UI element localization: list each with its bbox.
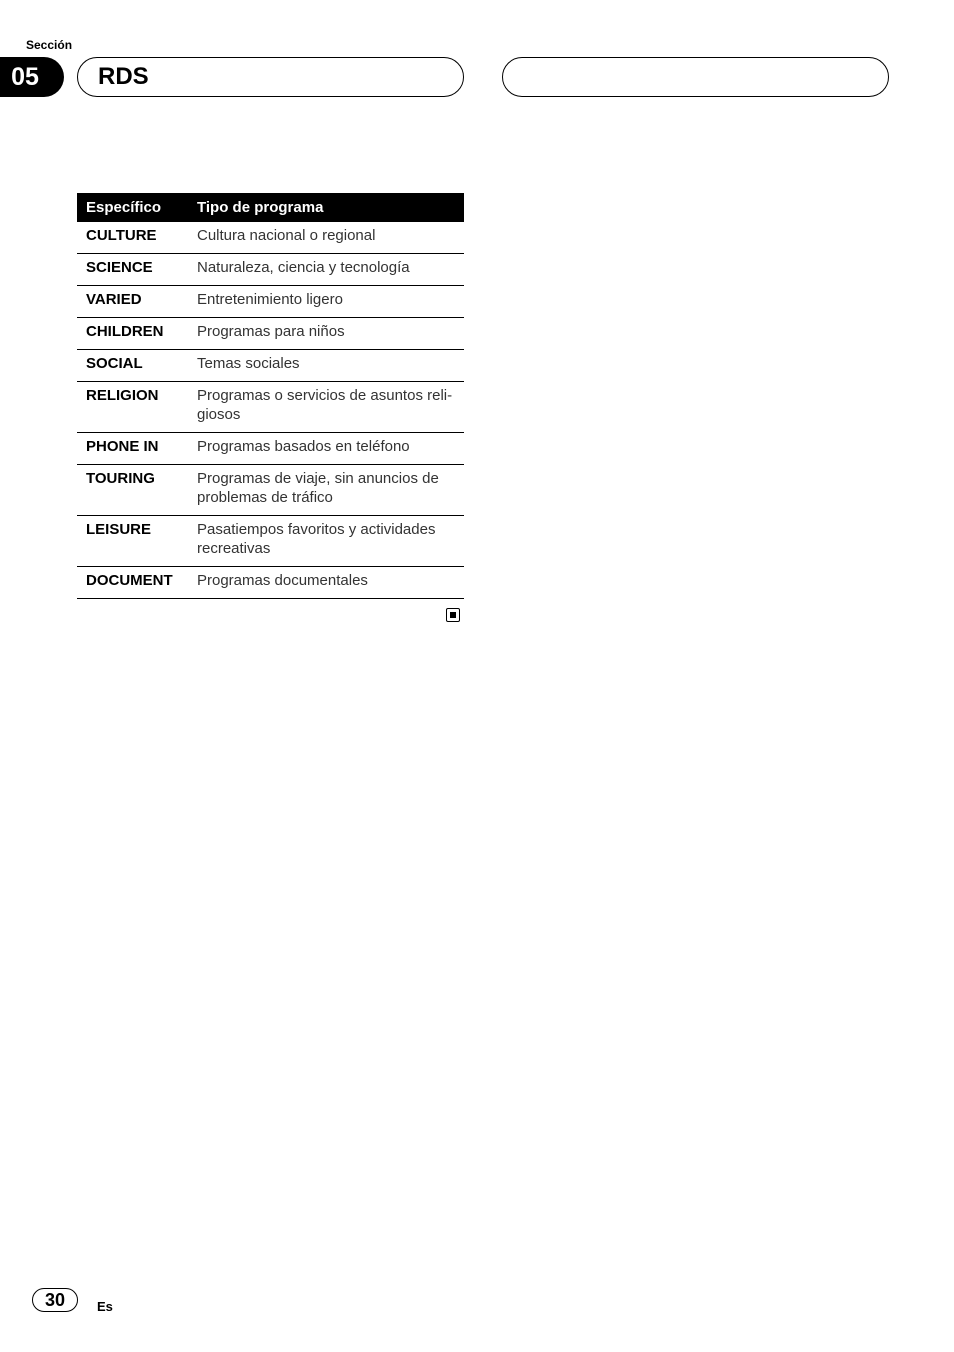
section-number-tab: 05 <box>0 57 64 97</box>
table-row <box>77 465 464 516</box>
language-code: Es <box>97 1299 113 1314</box>
pty-description: Cultura nacional o regional <box>190 222 464 254</box>
pty-code: VARIED <box>77 286 190 318</box>
pty-description: Temas sociales <box>190 350 464 382</box>
program-type-table <box>77 193 464 599</box>
pty-description: Programas de viaje, sin anuncios de problemas de tráfico <box>190 465 464 516</box>
table-row <box>77 254 464 286</box>
pty-description: Programas para niños <box>190 318 464 350</box>
pty-description: Pasatiempos favoritos y actividades recreativas <box>190 516 464 567</box>
pty-description: Programas basados en teléfono <box>190 433 464 465</box>
page-number: 30 <box>32 1288 78 1312</box>
pty-code: TOURING <box>77 465 190 516</box>
pty-code: CHILDREN <box>77 318 190 350</box>
end-of-section-icon <box>446 608 460 622</box>
page-title: RDS <box>77 57 464 97</box>
pty-code: CULTURE <box>77 222 190 254</box>
table-row <box>77 286 464 318</box>
table-row <box>77 382 464 433</box>
section-label: Sección <box>26 38 73 52</box>
table-row <box>77 350 464 382</box>
table-row <box>77 222 464 254</box>
pty-code: SOCIAL <box>77 350 190 382</box>
table-header-row <box>77 193 464 222</box>
pty-code: DOCUMENT <box>77 567 190 599</box>
pty-description: Naturaleza, ciencia y tecnología <box>190 254 464 286</box>
pty-code: LEISURE <box>77 516 190 567</box>
table-row <box>77 433 464 465</box>
right-header-box <box>502 57 889 97</box>
pty-code: RELIGION <box>77 382 190 433</box>
pty-description: Entretenimiento ligero <box>190 286 464 318</box>
column-header-program-type: Tipo de programa <box>190 193 464 222</box>
pty-description: Programas o servicios de asuntos reli-giosos <box>190 382 464 433</box>
table-row <box>77 516 464 567</box>
column-header-specific: Específico <box>77 193 190 222</box>
pty-code: PHONE IN <box>77 433 190 465</box>
pty-code: SCIENCE <box>77 254 190 286</box>
table-row <box>77 318 464 350</box>
pty-description: Programas documentales <box>190 567 464 599</box>
table-row <box>77 567 464 599</box>
